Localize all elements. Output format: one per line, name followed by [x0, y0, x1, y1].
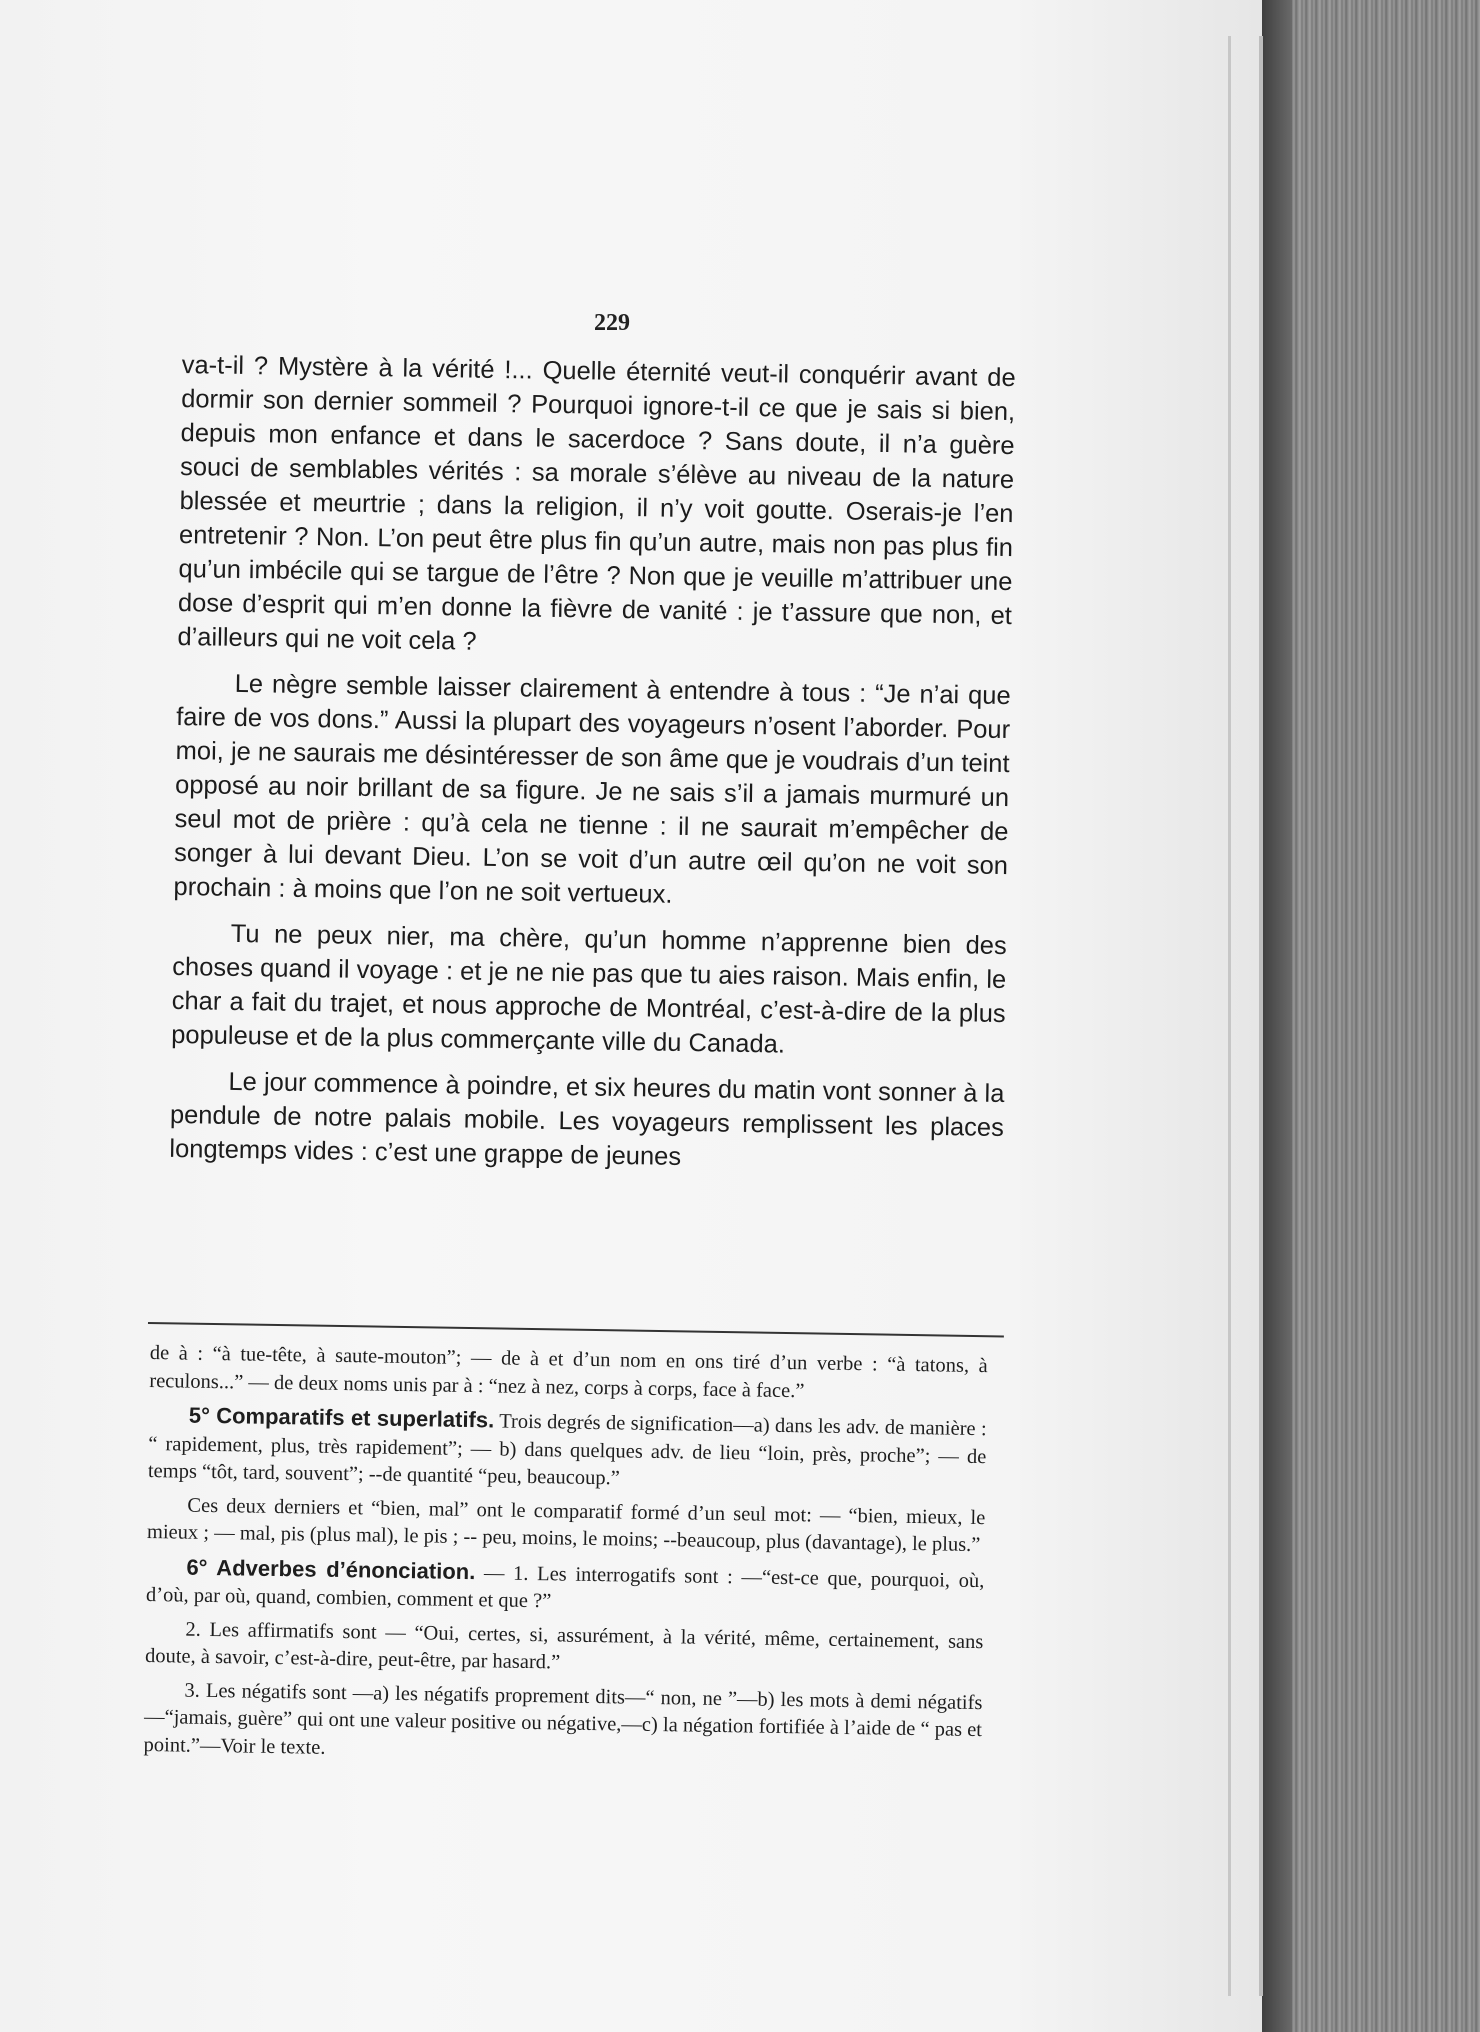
footnote-paragraph: Ces deux derniers et “bien, mal” ont le comparatif formé d’un seul mot: — “bien, mieux, le mieux ; — mal, pis (plus mal), le pis ; -- peu, moins, le moins; --beaucoup, plus (davantage), le plus.” — [146, 1494, 986, 1557]
paragraph: Le jour commence à poindre, et six heures du matin vont sonner à la pendule de notre palais mobile. Les voyageurs remplissent les places longtemps vides : c’est une grappe de jeunes — [169, 1067, 1005, 1171]
footnote-paragraph: 2. Les affirmatifs sont — “Oui, certes, si, assurément, à la vérité, même, certainement, sans doute, à savoir, c’est-à-dire, peut-être, par hasard.” — [144, 1618, 984, 1674]
book-gutter-shadow — [1262, 0, 1292, 2032]
footnote-paragraph — [148, 1401, 987, 1499]
footnote-paragraph: 3. Les négatifs sont —a) les négatifs proprement dits—“ non, ne ”—b) les mots à demi négatifs—“jamais, guère” qui ont une valeur positive ou négative,—c) la négation fortifiée à l’aide de “ pas et point.”—Voir le texte. — [143, 1679, 983, 1759]
footnote-heading: 5° Comparatifs et superlatifs. — [188, 1402, 495, 1433]
page-number: 229 — [594, 310, 630, 336]
paragraph: Tu ne peux nier, ma chère, qu’un homme n’apprenne bien des choses quand il voyage : et je ne nie pas que tu aies raison. Mais enfin, le char a fait du trajet, et nous approche de Montréal, c’est-à-dire de la plus populeuse et de la plus commerçante ville du Canada. — [170, 919, 1007, 1059]
paragraph: va-t-il ? Mystère à la vérité !... Quelle éternité veut-il conquérir avant de dormir son dernier sommeil ? Pourquoi ignore-t-il ce que je sais si bien, depuis mon enfance et dans le sacerdoce ? Sans doute, il n’a guère souci de semblables vérités : sa morale s’élève au niveau de la nature blessée et meurtrie ; dans la religion, il n’y voit goutte. Oserais-je l’en entretenir ? Non. L’on peut être plus fin qu’un autre, mais non pas plus fin qu’un imbécile qui se targue de l’être ? Non que je veuille m’attribuer une dose d’esprit qui m’en donne la fièvre de vanité : je t’assure que non, et d’ailleurs qui ne voit cela ? — [177, 350, 1016, 656]
footnotes — [143, 1340, 988, 1778]
page-margin-border — [1228, 36, 1263, 1996]
footnote-separator — [148, 1322, 1004, 1337]
book-page-edges — [1262, 0, 1480, 2032]
footnote-paragraph: de à : “à tue-tête, à saute-mouton”; — de à et d’un nom en ons tiré d’un verbe : “à tatons, à reculons...” — de deux noms unis par à : “nez à nez, corps à corps, face à face.” — [149, 1341, 988, 1402]
footnote-text: Trois degrés de signification—a) dans les adv. de manière : “ rapidement, plus, très rapidement”; — b) dans quelques adv. de lieu “loin, près, proche”; — de temps “tôt, tard, souvent”; --de quantité “peu, beaucoup.” — [147, 1410, 987, 1490]
footnote-paragraph — [146, 1552, 985, 1622]
main-text — [169, 348, 1016, 1191]
footnote-text: — 1. Les interrogatifs sont : —“est-ce que, pourquoi, où, d’où, par où, quand, combien, comment et que ?” — [145, 1561, 985, 1613]
footnote-heading: 6° Adverbes d’énonciation. — [186, 1554, 476, 1584]
paragraph: Le nègre semble laisser clairement à entendre à tous : “Je n’ai que faire de vos dons.” Aussi la plupart des voyageurs n’osent l’aborder. Pour moi, je ne saurais me désintéresser de son âme que je voudrais d’un teint opposé au noir brillant de sa figure. Je ne sais s’il a jamais murmuré un seul mot de prière : qu’à cela ne tienne : il ne saurait m’empêcher de songer à lui devant Dieu. L’on se voit d’un autre œil qu’on ne voit son prochain : à moins que l’on ne soit vertueux. — [173, 669, 1011, 909]
